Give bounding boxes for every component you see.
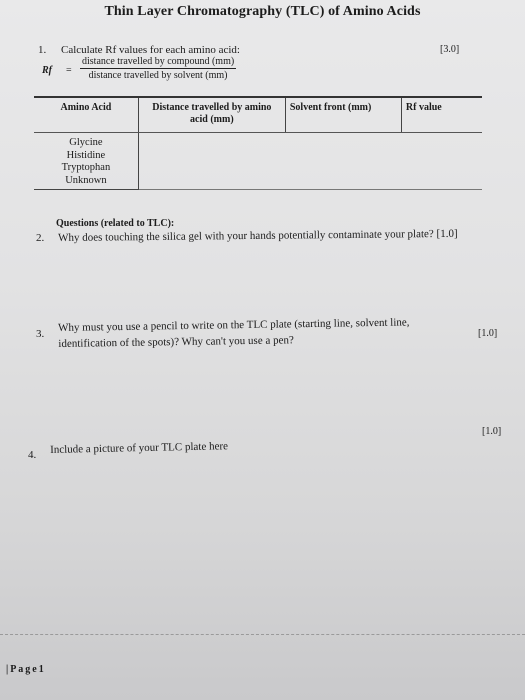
page-fold-line xyxy=(0,634,525,636)
amino-acid-unknown: Unknown xyxy=(65,174,107,186)
question-3-number: 3. xyxy=(36,328,45,340)
question-1-number: 1. xyxy=(38,44,47,56)
question-2-text: Why does touching the silica gel with your hands potentially contaminate your plate? [1.0] xyxy=(58,227,458,244)
question-3-marks: [1.0] xyxy=(478,328,498,339)
table-header-row xyxy=(34,97,482,133)
tlc-results-table xyxy=(34,96,482,190)
header-amino-acid: Amino Acid xyxy=(34,97,138,133)
rf-formula-numerator: distance travelled by compound (mm) xyxy=(82,56,235,67)
rf-formula-denominator: distance travelled by solvent (mm) xyxy=(88,70,228,81)
table-row xyxy=(34,133,482,190)
question-4-number: 4. xyxy=(28,449,37,461)
rf-formula-fraction xyxy=(80,56,236,81)
question-1-text: Calculate Rf values for each amino acid: xyxy=(61,44,240,56)
header-rf-value: Rf value xyxy=(401,97,482,133)
amino-acid-glycine: Glycine xyxy=(69,137,103,148)
rf-formula-equals: = xyxy=(66,65,72,76)
question-1-marks: [3.0] xyxy=(440,44,460,55)
question-2-number: 2. xyxy=(36,232,45,244)
amino-acid-names-cell xyxy=(34,133,138,190)
amino-acid-histidine: Histidine xyxy=(66,149,106,161)
header-distance-amino-acid: Distance travelled by amino acid (mm) xyxy=(138,97,285,133)
questions-heading: Questions (related to TLC): xyxy=(56,218,175,229)
answer-cell[interactable] xyxy=(138,133,482,190)
question-4-text: Include a picture of your TLC plate here xyxy=(50,440,229,456)
rf-formula-symbol: Rf xyxy=(42,65,52,76)
question-3-text: Why must you use a pencil to write on the TLC plate (starting line, solvent line, identification of the spots)? Why can't you use a pen? xyxy=(58,316,410,350)
amino-acid-tryptophan: Tryptophan xyxy=(61,162,111,173)
header-solvent-front: Solvent front (mm) xyxy=(285,97,401,133)
page-title: Thin Layer Chromatography (TLC) of Amino Acids xyxy=(104,4,421,19)
page-footer: |Page1 xyxy=(6,664,46,675)
question-4-marks: [1.0] xyxy=(482,426,502,437)
